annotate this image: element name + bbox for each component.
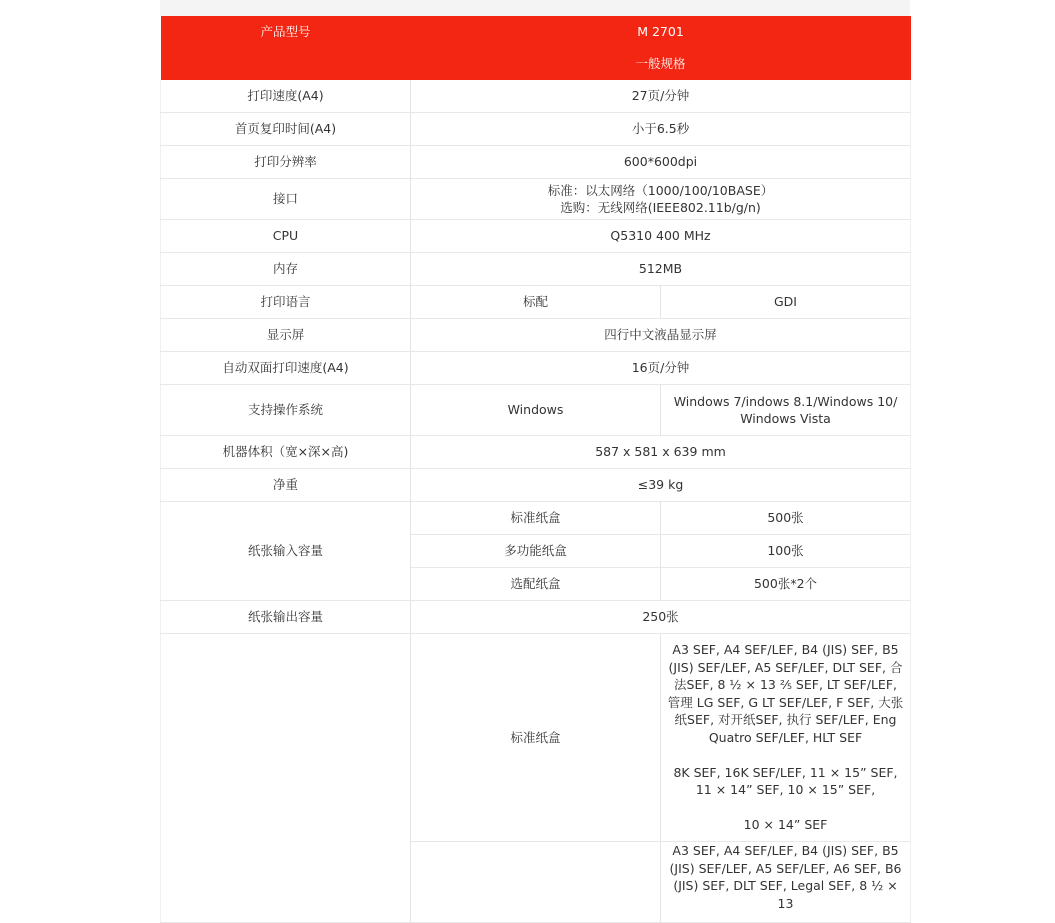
paper-input-sub: 多功能纸盒 <box>411 535 661 568</box>
memory-value: 512MB <box>411 253 911 286</box>
paper-size-para: 8K SEF, 16K SEF/LEF, 11 × 15” SEF, 11 × 14” SEF, 10 × 15” SEF, <box>673 764 898 798</box>
table-row <box>161 113 911 146</box>
table-row <box>161 319 911 352</box>
print-speed-value: 27页/分钟 <box>411 80 911 113</box>
paper-output-label: 纸张输出容量 <box>161 601 411 634</box>
spec-table <box>160 16 911 923</box>
table-row <box>161 220 911 253</box>
language-label: 打印语言 <box>161 286 411 319</box>
memory-label: 内存 <box>161 253 411 286</box>
duplex-speed-label: 自动双面打印速度(A4) <box>161 352 411 385</box>
first-copy-value: 小于6.5秒 <box>411 113 911 146</box>
resolution-value: 600*600dpi <box>411 146 911 179</box>
model-row <box>161 16 911 48</box>
table-row <box>161 436 911 469</box>
paper-size-value <box>661 842 911 923</box>
paper-size-para: 10 × 14” SEF <box>743 817 828 833</box>
table-row <box>161 146 911 179</box>
paper-size-sub: 标准纸盒 <box>411 634 661 842</box>
resolution-label: 打印分辨率 <box>161 146 411 179</box>
interface-optional: 选购：无线网络(IEEE802.11b/g/n) <box>560 200 761 215</box>
section-row <box>161 48 911 80</box>
paper-input-value: 100张 <box>661 535 911 568</box>
table-row <box>161 634 911 842</box>
paper-input-value: 500张*2个 <box>661 568 911 601</box>
table-row <box>161 469 911 502</box>
paper-size-para: A3 SEF, A4 SEF/LEF, B4 (JIS) SEF, B5 (JIS) SEF/LEF, A5 SEF/LEF, DLT SEF, 合法SEF, 8 ½ × 13 ⅖ SEF, LT SEF/LEF, 管理 LG SEF, G LT SEF/LEF, F SEF, 大张纸SEF, 对开纸SEF, 执行 SEF/LEF, Eng Quatro SEF/LEF, HLT SEF <box>667 642 904 745</box>
paper-size-sub <box>411 842 661 923</box>
os-sub: Windows <box>411 385 661 436</box>
section-title: 一般规格 <box>411 48 911 80</box>
language-sub: 标配 <box>411 286 661 319</box>
duplex-speed-value: 16页/分钟 <box>411 352 911 385</box>
table-row <box>161 502 911 535</box>
paper-input-sub: 标准纸盒 <box>411 502 661 535</box>
paper-input-sub: 选配纸盒 <box>411 568 661 601</box>
top-strip <box>160 0 910 16</box>
print-speed-label: 打印速度(A4) <box>161 80 411 113</box>
weight-label: 净重 <box>161 469 411 502</box>
cpu-label: CPU <box>161 220 411 253</box>
paper-size-value <box>661 634 911 842</box>
model-value: M 2701 <box>411 16 911 48</box>
interface-value <box>411 179 911 220</box>
display-label: 显示屏 <box>161 319 411 352</box>
os-value: Windows 7/indows 8.1/Windows 10/ Windows Vista <box>661 385 911 436</box>
dimensions-value: 587 x 581 x 639 mm <box>411 436 911 469</box>
paper-output-value: 250张 <box>411 601 911 634</box>
display-value: 四行中文液晶显示屏 <box>411 319 911 352</box>
model-label: 产品型号 <box>161 16 411 48</box>
table-row <box>161 179 911 220</box>
dimensions-label: 机器体积（宽×深×高) <box>161 436 411 469</box>
cpu-value: Q5310 400 MHz <box>411 220 911 253</box>
weight-value: ≤39 kg <box>411 469 911 502</box>
paper-size-label <box>161 634 411 923</box>
paper-input-label: 纸张输入容量 <box>161 502 411 601</box>
table-row <box>161 80 911 113</box>
table-row <box>161 601 911 634</box>
interface-label: 接口 <box>161 179 411 220</box>
language-value: GDI <box>661 286 911 319</box>
interface-standard: 标准：以太网络（1000/100/10BASE） <box>547 182 774 198</box>
table-row <box>161 385 911 436</box>
paper-input-value: 500张 <box>661 502 911 535</box>
table-row <box>161 253 911 286</box>
first-copy-label: 首页复印时间(A4) <box>161 113 411 146</box>
os-label: 支持操作系统 <box>161 385 411 436</box>
paper-size-para: A3 SEF, A4 SEF/LEF, B4 (JIS) SEF, B5 (JIS) SEF/LEF, A5 SEF/LEF, A6 SEF, B6 (JIS) SEF, DLT SEF, Legal SEF, 8 ½ × 13 <box>669 843 902 911</box>
table-row <box>161 352 911 385</box>
table-row <box>161 286 911 319</box>
